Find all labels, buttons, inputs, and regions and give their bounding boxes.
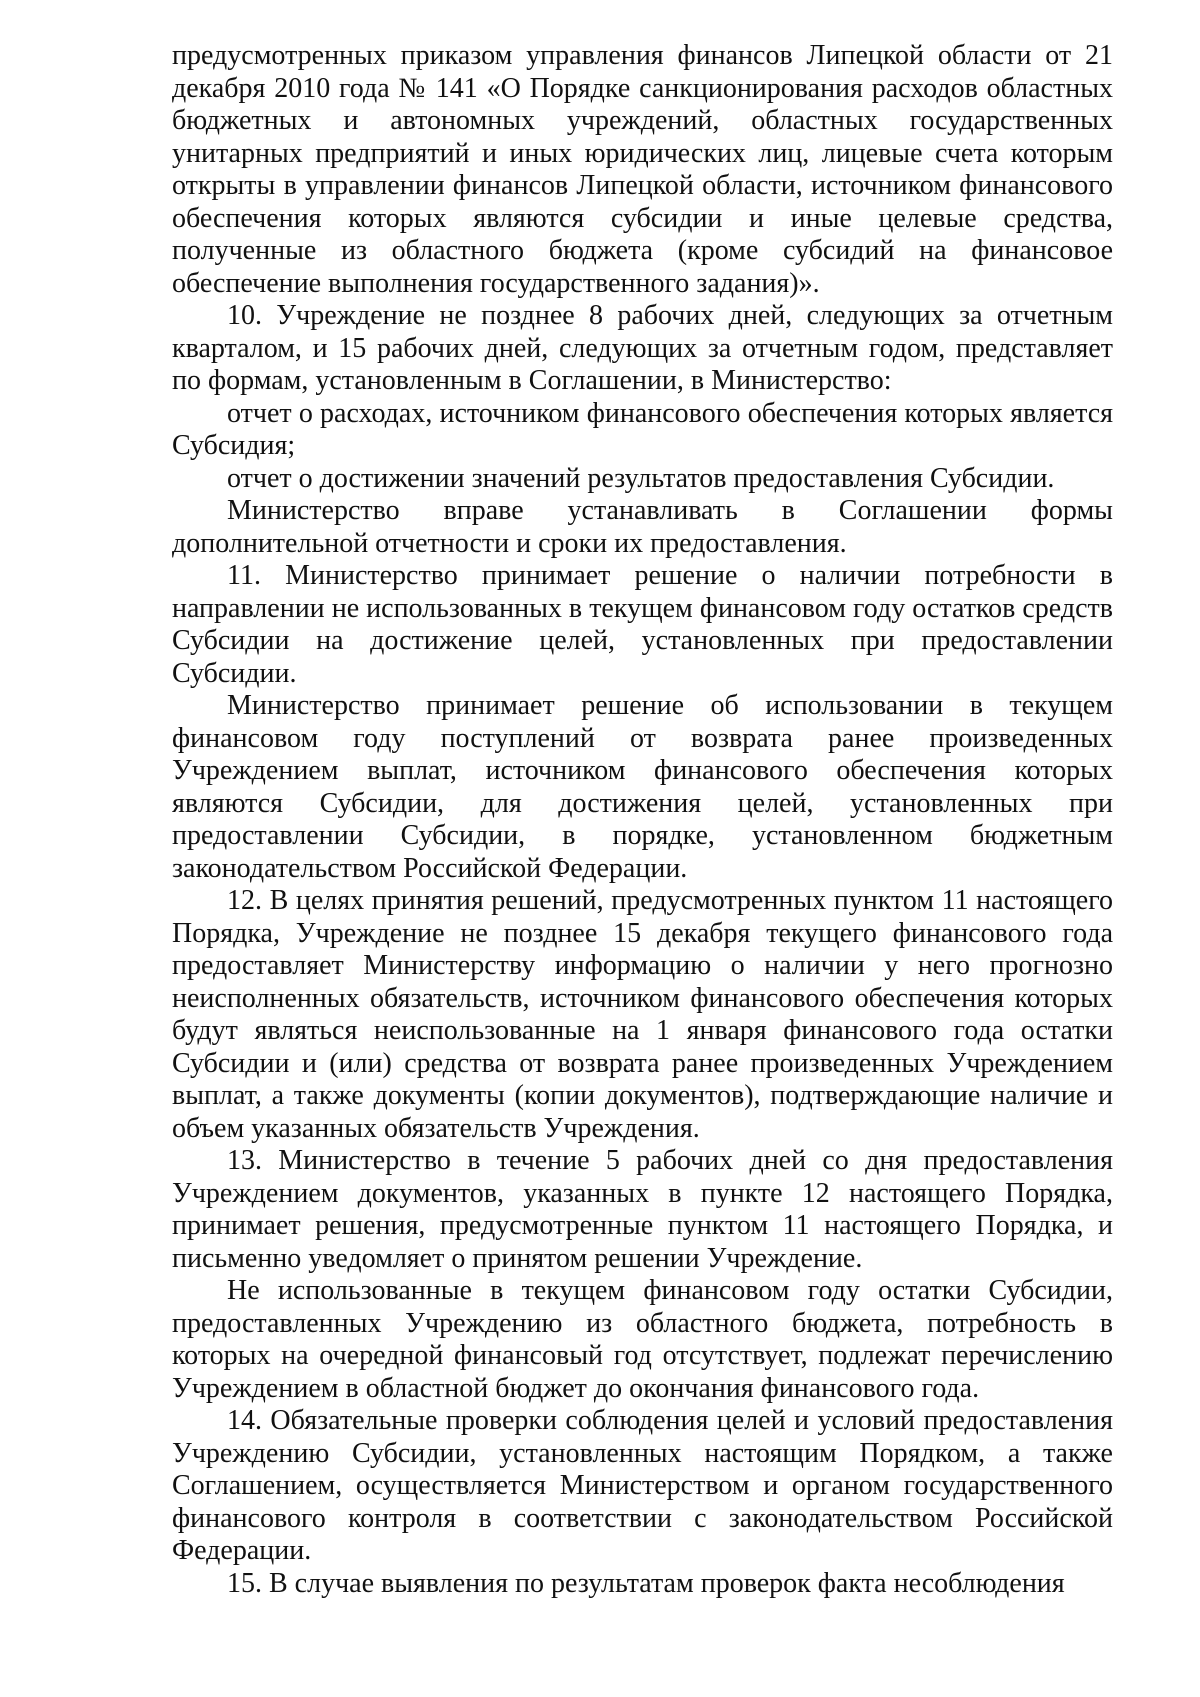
paragraph-item-15: 15. В случае выявления по результатам проверок факта несоблюдения xyxy=(227,1567,1065,1599)
paragraph-item-11: 11. Министерство принимает решение о наличии потребности в направлении не использованных в текущем финансовом году остатков средств Субсидии на достижение целей, установленных при предоставлении Субсидии. xyxy=(172,560,1113,689)
paragraph-item-13: 13. Министерство в течение 5 рабочих дней со дня предоставления Учреждением документов, указанных в пункте 12 настоящего Порядка, принимает решения, предусмотренные пунктом 11 настоящего Порядка, и письменно уведомляет о принятом решении Учреждение. xyxy=(172,1145,1113,1274)
paragraph-item-11-usage: Министерство принимает решение об использовании в текущем финансовом году поступлений от возврата ранее произведенных Учреждением выплат, источником финансового обеспечения которых являются Субсидии, для достижения целей, установленных при предоставлении Субсидии, в порядке, установленном бюджетным законодательством Российской Федерации. xyxy=(172,690,1113,884)
paragraph-item-12: 12. В целях принятия решений, предусмотренных пунктом 11 настоящего Порядка, Учреждение не позднее 15 декабря текущего финансового года предоставляет Министерству информацию о наличии у него прогнозно неисполненных обязательств, источником финансового обеспечения которых будут являться неиспользованные на 1 января финансового года остатки Субсидии и (или) средства от возврата ранее произведенных Учреждением выплат, а также документы (копии документов), подтверждающие наличие и объем указанных обязательств Учреждения. xyxy=(172,885,1113,1144)
paragraph-item-10: 10. Учреждение не позднее 8 рабочих дней, следующих за отчетным кварталом, и 15 рабочих дней, следующих за отчетным годом, представляет по формам, установленным в Соглашении, в Министерство: xyxy=(172,300,1113,396)
document-page xyxy=(172,40,1113,1600)
paragraph-additional-reporting: Министерство вправе устанавливать в Соглашении формы дополнительной отчетности и сроки их предоставления. xyxy=(172,495,1113,559)
paragraph-unused-balances: Не использованные в текущем финансовом году остатки Субсидии, предоставленных Учреждению из областного бюджета, потребность в которых на очередной финансовый год отсутствует, подлежат перечислению Учреждением в областной бюджет до окончания финансового года. xyxy=(172,1275,1113,1404)
paragraph-expense-report: отчет о расходах, источником финансового обеспечения которых является Субсидия; xyxy=(172,397,1113,461)
paragraph-results-report: отчет о достижении значений результатов предоставления Субсидии. xyxy=(227,462,1055,494)
paragraph-item-14: 14. Обязательные проверки соблюдения целей и условий предоставления Учреждению Субсидии, установленных настоящим Порядком, а также Соглашением, осуществляется Министерством и органом государственного финансового контроля в соответствии с законодательством Российской Федерации. xyxy=(172,1405,1113,1566)
paragraph-continuation: предусмотренных приказом управления финансов Липецкой области от 21 декабря 2010 года № 141 «О Порядке санкционирования расходов областных бюджетных и автономных учреждений, областных государственных унитарных предприятий и иных юридических лиц, лицевые счета которым открыты в управлении финансов Липецкой области, источником финансового обеспечения которых являются субсидии и иные целевые средства, полученные из областного бюджета (кроме субсидий на финансовое обеспечение выполнения государственного задания)». xyxy=(172,40,1113,299)
